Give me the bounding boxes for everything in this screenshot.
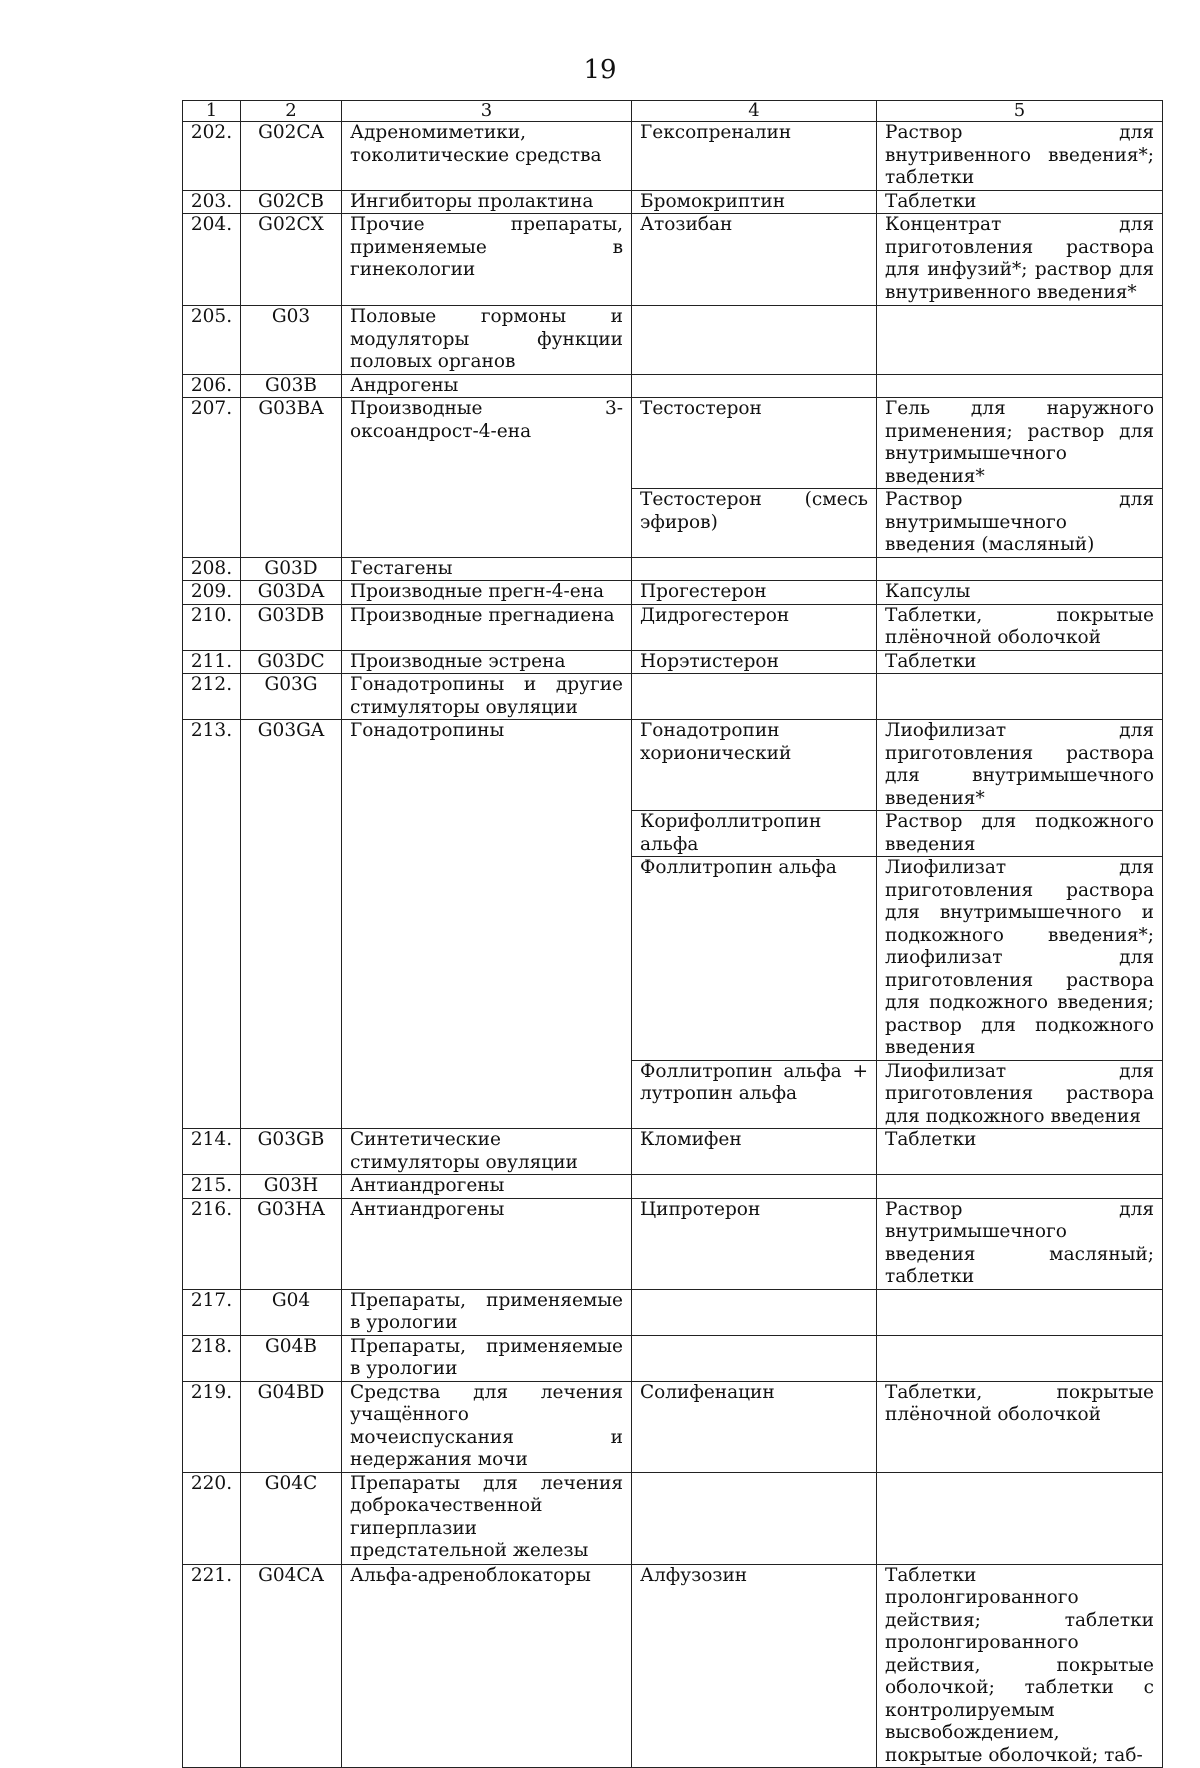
atc-code: G02CB — [241, 190, 342, 214]
table-row — [183, 122, 1163, 191]
row-number: 206. — [183, 374, 241, 398]
table-row — [183, 720, 1163, 811]
row-number: 217. — [183, 1289, 241, 1335]
atc-code: G03DC — [241, 650, 342, 674]
drug-name: Кломифен — [632, 1129, 877, 1175]
dosage-form: Таблетки, покрытые плёночной оболочкой — [877, 1381, 1163, 1472]
table-row — [183, 1175, 1163, 1199]
group-name: Альфа-адреноблокаторы — [342, 1564, 632, 1768]
table-row — [183, 674, 1163, 720]
group-name: Производные прегн-4-ена — [342, 581, 632, 605]
row-number: 208. — [183, 557, 241, 581]
dosage-form — [877, 1175, 1163, 1199]
atc-code: G04 — [241, 1289, 342, 1335]
group-name: Прочие препараты, применяемые в гинекологии — [342, 214, 632, 306]
table-row — [183, 650, 1163, 674]
drug-name — [632, 374, 877, 398]
row-number: 220. — [183, 1472, 241, 1564]
dosage-form: Раствор для внутримышечного введения (масляный) — [877, 489, 1163, 558]
atc-code: G03HA — [241, 1198, 342, 1289]
dosage-form: Капсулы — [877, 581, 1163, 605]
atc-code: G03BA — [241, 398, 342, 558]
group-name: Адреномиметики, токолитические средства — [342, 122, 632, 191]
row-number: 219. — [183, 1381, 241, 1472]
row-number: 204. — [183, 214, 241, 306]
row-number: 213. — [183, 720, 241, 1129]
drug-name: Норэтистерон — [632, 650, 877, 674]
table-row — [183, 398, 1163, 489]
dosage-form — [877, 674, 1163, 720]
table-row — [183, 604, 1163, 650]
dosage-form: Раствор для подкожного введения — [877, 811, 1163, 857]
drug-name — [632, 1472, 877, 1564]
table-row — [183, 1289, 1163, 1335]
table-row — [183, 1564, 1163, 1768]
group-name: Гестагены — [342, 557, 632, 581]
drug-name: Гексопреналин — [632, 122, 877, 191]
atc-code: G03GA — [241, 720, 342, 1129]
dosage-form — [877, 1289, 1163, 1335]
drug-name: Фоллитропин альфа + лутропин альфа — [632, 1060, 877, 1129]
drug-name — [632, 1175, 877, 1199]
dosage-form: Раствор для внутривенного введения*; таблетки — [877, 122, 1163, 191]
row-number: 211. — [183, 650, 241, 674]
dosage-form: Лиофилизат для приготовления раствора для подкожного введения — [877, 1060, 1163, 1129]
drug-name: Солифенацин — [632, 1381, 877, 1472]
header-col-2: 2 — [241, 101, 342, 122]
group-name: Половые гормоны и модуляторы функции половых органов — [342, 306, 632, 375]
dosage-form: Таблетки, покрытые плёночной оболочкой — [877, 604, 1163, 650]
drug-name — [632, 674, 877, 720]
dosage-form — [877, 374, 1163, 398]
table-row — [183, 581, 1163, 605]
row-number: 207. — [183, 398, 241, 558]
atc-code: G04CA — [241, 1564, 342, 1768]
row-number: 215. — [183, 1175, 241, 1199]
dosage-form — [877, 1335, 1163, 1381]
drug-name: Ципротерон — [632, 1198, 877, 1289]
group-name: Гонадотропины и другие стимуляторы овуляции — [342, 674, 632, 720]
drug-name: Алфузозин — [632, 1564, 877, 1768]
row-number: 216. — [183, 1198, 241, 1289]
drug-name — [632, 1335, 877, 1381]
table-row — [183, 1472, 1163, 1564]
row-number: 210. — [183, 604, 241, 650]
table-row — [183, 374, 1163, 398]
header-col-4: 4 — [632, 101, 877, 122]
row-number: 221. — [183, 1564, 241, 1768]
atc-code: G03GB — [241, 1129, 342, 1175]
drug-name: Тестостерон (смесь эфиров) — [632, 489, 877, 558]
atc-code: G04BD — [241, 1381, 342, 1472]
atc-code: G02CX — [241, 214, 342, 306]
drug-name: Бромокриптин — [632, 190, 877, 214]
atc-code: G03H — [241, 1175, 342, 1199]
atc-code: G03B — [241, 374, 342, 398]
group-name: Синтетические стимуляторы овуляции — [342, 1129, 632, 1175]
atc-code: G03DB — [241, 604, 342, 650]
dosage-form: Таблетки пролонгированного действия; таблетки пролонгированного действия, покрытые оболочкой; таблетки с контролируемым высвобождением, покрытые оболочкой; таб- — [877, 1564, 1163, 1768]
drug-name: Атозибан — [632, 214, 877, 306]
group-name: Препараты, применяемые в урологии — [342, 1335, 632, 1381]
atc-code: G03 — [241, 306, 342, 375]
dosage-form — [877, 306, 1163, 375]
table-row — [183, 214, 1163, 306]
drug-table — [182, 100, 1163, 1768]
atc-code: G04B — [241, 1335, 342, 1381]
table-row — [183, 557, 1163, 581]
page-number: 19 — [583, 55, 617, 85]
group-name: Ингибиторы пролактина — [342, 190, 632, 214]
table-header-row — [183, 101, 1163, 122]
group-name: Производные 3-оксоандрост-4-ена — [342, 398, 632, 558]
table-row — [183, 190, 1163, 214]
row-number: 203. — [183, 190, 241, 214]
drug-name — [632, 557, 877, 581]
drug-name — [632, 1289, 877, 1335]
table-row — [183, 306, 1163, 375]
atc-code: G03D — [241, 557, 342, 581]
group-name: Гонадотропины — [342, 720, 632, 1129]
group-name: Андрогены — [342, 374, 632, 398]
row-number: 209. — [183, 581, 241, 605]
group-name: Препараты для лечения доброкачественной гиперплазии предстательной железы — [342, 1472, 632, 1564]
row-number: 205. — [183, 306, 241, 375]
group-name: Производные прегнадиена — [342, 604, 632, 650]
group-name: Антиандрогены — [342, 1175, 632, 1199]
dosage-form: Лиофилизат для приготовления раствора для внутримышечного и подкожного введения*; лиофилизат для приготовления раствора для подкожного введения; раствор для подкожного введения — [877, 857, 1163, 1061]
drug-name: Прогестерон — [632, 581, 877, 605]
row-number: 202. — [183, 122, 241, 191]
dosage-form: Лиофилизат для приготовления раствора для внутримышечного введения* — [877, 720, 1163, 811]
drug-name: Тестостерон — [632, 398, 877, 489]
table-row — [183, 1129, 1163, 1175]
row-number: 218. — [183, 1335, 241, 1381]
dosage-form: Таблетки — [877, 650, 1163, 674]
header-col-5: 5 — [877, 101, 1163, 122]
atc-code: G03DA — [241, 581, 342, 605]
dosage-form: Таблетки — [877, 1129, 1163, 1175]
atc-code: G03G — [241, 674, 342, 720]
group-name: Препараты, применяемые в урологии — [342, 1289, 632, 1335]
table-row — [183, 1198, 1163, 1289]
table-row — [183, 1381, 1163, 1472]
row-number: 212. — [183, 674, 241, 720]
drug-name: Дидрогестерон — [632, 604, 877, 650]
dosage-form — [877, 557, 1163, 581]
atc-code: G04C — [241, 1472, 342, 1564]
drug-name — [632, 306, 877, 375]
dosage-form: Концентрат для приготовления раствора для инфузий*; раствор для внутривенного введения* — [877, 214, 1163, 306]
header-col-1: 1 — [183, 101, 241, 122]
table-row — [183, 1335, 1163, 1381]
group-name: Антиандрогены — [342, 1198, 632, 1289]
group-name: Производные эстрена — [342, 650, 632, 674]
drug-name: Корифоллитропин альфа — [632, 811, 877, 857]
drug-name: Гонадотропин хорионический — [632, 720, 877, 811]
dosage-form — [877, 1472, 1163, 1564]
dosage-form: Раствор для внутримышечного введения масляный; таблетки — [877, 1198, 1163, 1289]
header-col-3: 3 — [342, 101, 632, 122]
group-name: Средства для лечения учащённого мочеиспускания и недержания мочи — [342, 1381, 632, 1472]
drug-name: Фоллитропин альфа — [632, 857, 877, 1061]
dosage-form: Гель для наружного применения; раствор для внутримышечного введения* — [877, 398, 1163, 489]
atc-code: G02CA — [241, 122, 342, 191]
dosage-form: Таблетки — [877, 190, 1163, 214]
row-number: 214. — [183, 1129, 241, 1175]
